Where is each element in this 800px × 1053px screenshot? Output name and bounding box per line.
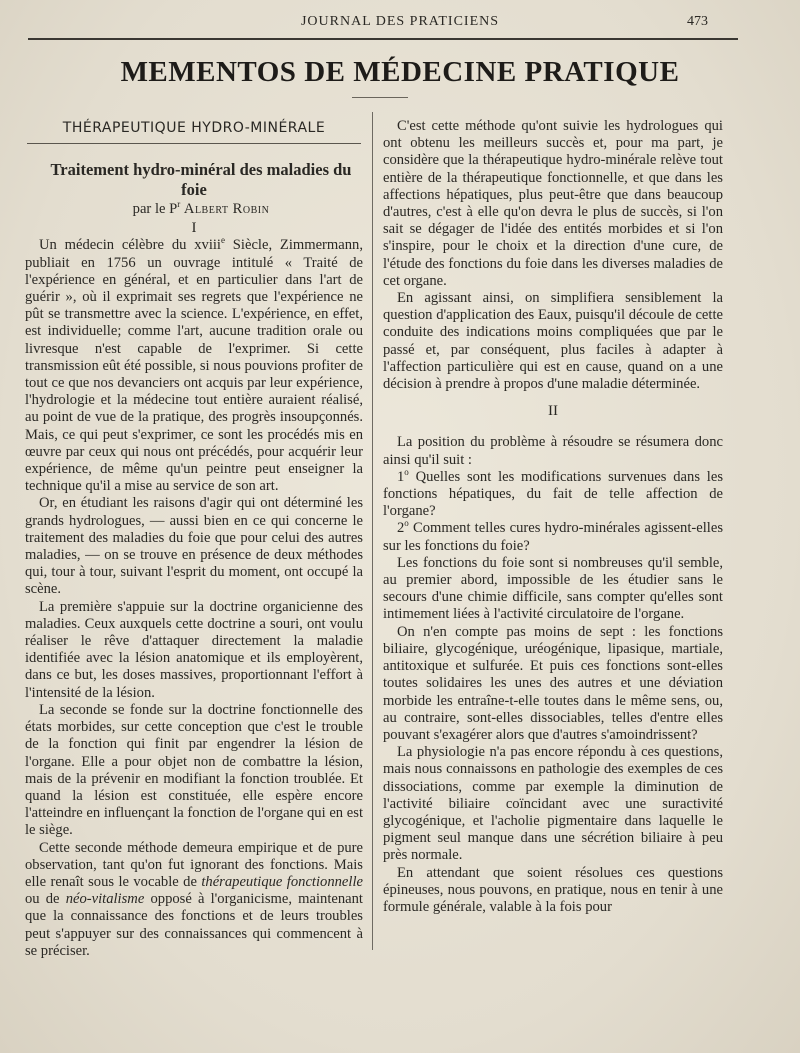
byline-prefix: par le P bbox=[132, 201, 178, 218]
paragraph bbox=[25, 237, 363, 495]
page-number: 473 bbox=[687, 14, 708, 29]
paragraph: C'est cette méthode qu'ont suivie les hydrologues qui ont obtenu les meilleurs succès et, pour ma part, je considère que la thérapeutique hydro-minérale relève tout entière de la thérapeutique fonctionnelle, et que dans les affections hépatiques, plus peut-être que dans beaucoup d'autres, c'est à elle qu'on devra le plus de succès, si l'on sait se dégager de l'idée des entités morbides et si l'on s'inspire, pour le choix et la direction d'une cure, de l'étude des fonctions du foie dans les diverses maladies de cet organe. bbox=[383, 118, 723, 289]
superscript: o bbox=[404, 518, 409, 529]
running-head bbox=[0, 12, 800, 36]
superscript: o bbox=[404, 467, 409, 477]
paragraph: La seconde se fonde sur la doctrine fonctionnelle des états morbides, sur cette conception que c'est le trouble de la fonction qui finit par engendrer la lésion de l'organe. Elle a pour objet non de combattre la lésion, mais de la prévenir en modifiant la fonction troublée. Et quand la lésion est constituée, elle espère encore l'atteindre en influençant la fonction de l'organe qui en est le siège. bbox=[25, 701, 363, 839]
paragraph-text: Siècle, Zimmermann, publiait en 1756 un ouvrage intitulé « Traité de l'expérience en général, et en particulier dans l'art de guérir », où il exprimait ses regrets que l'expérience ne pût se transmettre avec la science. L'expérience, en effet, est individuelle; comme l'art, aucune tradition orale ou livresque n'est capable de l'exprimer. Si cette transmission eût été possible, si nous pouvions profiter de tout ce que nos devanciers ont acquis par leur expérience, l'hydrologie et la médecine tout entière auraient réalisé, au point de vue de la pratique, des progrès insoupçonnés. Mais, ce qui peut s'exprimer, ce sont les procédés mis en œuvre par ceux qui nous ont précédés, pour acquérir leur expérience, de même qu'un peintre peut enseigner la technique qu'il a mise au service de son art. bbox=[25, 237, 363, 495]
superscript: e bbox=[220, 235, 225, 246]
title-ornament bbox=[352, 97, 408, 98]
question-item bbox=[383, 469, 723, 521]
paragraph-text: Un médecin célèbre du xviii bbox=[39, 237, 221, 254]
paragraph bbox=[25, 840, 363, 960]
section-title: THÉRAPEUTIQUE HYDRO-MINÉRALE bbox=[62, 120, 326, 136]
italic-term: thérapeutique fonctionnelle bbox=[201, 873, 363, 890]
author-name: Albert Robin bbox=[183, 201, 270, 218]
header-rule bbox=[28, 38, 738, 40]
paragraph-text: Cette seconde méthode demeura empirique et de pure observation, tant qu'on fut ignorant des fonctions. Mais elle renaît sous le vocable de bbox=[25, 839, 363, 890]
paragraph: La physiologie n'a pas encore répondu à ces questions, mais nous connaissons en pathologie des exemples de ces dissociations, comme par exemple la diminution de l'activité biliaire coïncidant avec une suractivité glycogénique, et l'acholie pigmentaire dans laquelle le pigment seul manque dans une sécrétion biliaire à peu près normale. bbox=[383, 744, 723, 864]
paragraph-text: ou de bbox=[25, 891, 66, 908]
paragraph: On n'en compte pas moins de sept : les fonctions biliaire, glycogénique, uréogénique, lipasique, martiale, antitoxique et sulfurée. Et puis ces fonctions sont-elles toutes solidaires les unes des autres et une déviation morbide les entraîne-t-elle toutes dans le même sens, ou, au contraire, sont-elles dissociables, telles d'entre elles pouvant s'exagérer alors que d'autres s'amoindrissent? bbox=[383, 623, 723, 743]
byline bbox=[25, 200, 363, 218]
paragraph: Or, en étudiant les raisons d'agir qui ont déterminé les grands hydrologues, — aussi bien en ce qui concerne le traitement des maladies du foie que pour celui des autres maladies, — on se trouve en présence de deux méthodes qui, tour à tour, suivant l'esprit du moment, ont occupé la scène. bbox=[25, 495, 363, 598]
question-item bbox=[383, 520, 723, 554]
paragraph: Les fonctions du foie sont si nombreuses qu'il semble, au premier abord, impossible de les étudier sans le secours d'une chimie difficile, sans compter qu'elles sont intimement liées à l'activité circulatoire de l'organe. bbox=[383, 554, 723, 623]
section-rule bbox=[27, 143, 361, 144]
question-number: 1 bbox=[397, 468, 405, 485]
paragraph-text: opposé à l'organicisme, maintenant que la connaissance des fonctions et de leurs troubles peut s'appuyer sur des connaissances qui commencent à se préciser. bbox=[25, 891, 363, 959]
main-title: MEMENTOS DE MÉDECINE PRATIQUE bbox=[120, 56, 680, 88]
question-number: 2 bbox=[397, 520, 405, 537]
section-numeral-1: I bbox=[191, 220, 197, 237]
paragraph: En agissant ainsi, on simplifiera sensiblement la question d'application des Eaux, puisqu'il découle de cette conduite des indications moins compliquées que par le passé et, par conséquent, plus faciles à adapter à l'affection particulière qui est en cause, quand on a une décision à prendre à propos d'une maladie déterminée. bbox=[383, 290, 723, 393]
paragraph: En attendant que soient résolues ces questions épineuses, nous pouvons, en pratique, nous en tenir à une formule générale, valable à la fois pour bbox=[383, 864, 723, 915]
column-divider bbox=[372, 112, 373, 950]
byline-sup: r bbox=[177, 199, 181, 210]
question-text: Comment telles cures hydro-minérales agissent-elles sur les fonctions du foie? bbox=[383, 520, 723, 554]
journal-title: JOURNAL DES PRATICIENS bbox=[300, 14, 500, 29]
left-column bbox=[25, 118, 363, 960]
question-text: Quelles sont les modifications survenues dans les fonctions hépatiques, du fait de telle affection de l'organe? bbox=[383, 468, 723, 520]
italic-term: néo-vitalisme bbox=[65, 891, 145, 908]
article-title: Traitement hydro-minéral des maladies du foie bbox=[50, 160, 352, 200]
section-numeral-2: II bbox=[548, 403, 558, 420]
right-column bbox=[383, 118, 723, 916]
paragraph: La première s'appuie sur la doctrine organicienne des maladies. Ceux auxquels cette doctrine a souri, ont voulu réaliser le rêve d'attaquer directement la maladie identifiée avec la lésion anatomique et ils employèrent, dans ce but, les doses massives, proportionnant l'effort à l'intensité de la lésion. bbox=[25, 598, 363, 701]
paragraph: La position du problème à résoudre se résumera donc ainsi qu'il suit : bbox=[383, 434, 723, 468]
